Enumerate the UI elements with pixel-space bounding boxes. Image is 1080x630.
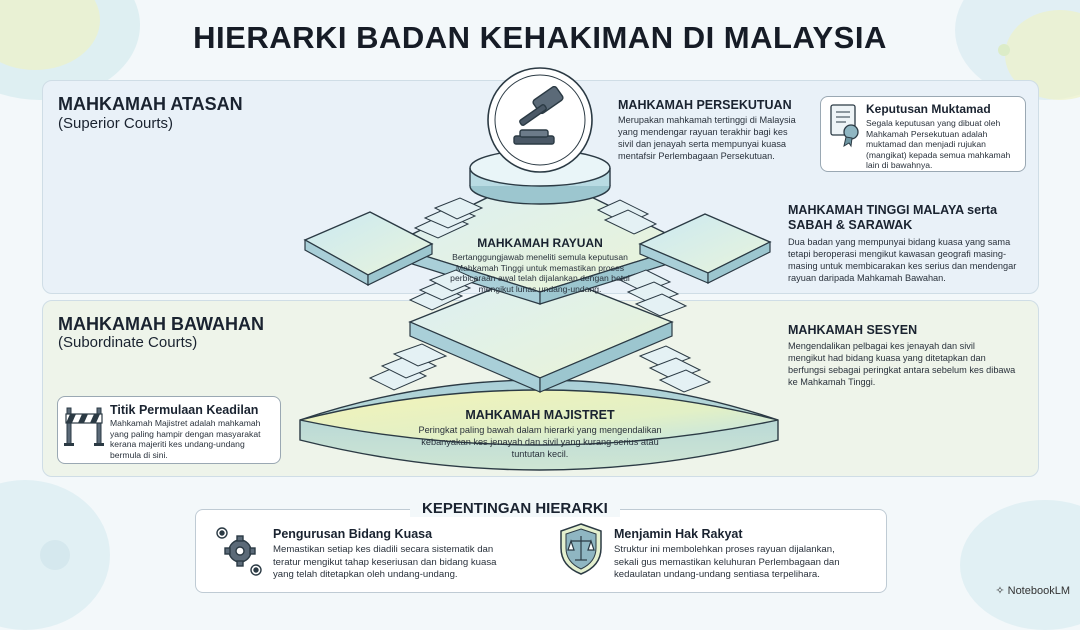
kepentingan-item1-text: Memastikan setiap kes diadili secara sistematik dan teratur mengikut tahap keseriusan dan bidang kuasa yang telah ditetapkan oleh undang-undang. bbox=[273, 544, 497, 580]
page-title: HIERARKI BADAN KEHAKIMAN DI MALAYSIA bbox=[193, 20, 887, 55]
majistret-text: Peringkat paling bawah dalam hierarki yang mengendalikan kebanyakan kes jenayah dan sivil yang kurang serius atau tuntutan kecil. bbox=[418, 425, 662, 459]
gears-icon bbox=[210, 523, 266, 579]
gavel-icon bbox=[500, 86, 580, 156]
muktamad-text: Segala keputusan yang dibuat oleh Mahkamah Persekutuan adalah muktamad dan menjadi rujukan (mangikat) kepada semua mahkamah lain di bawahnya. bbox=[866, 118, 1011, 170]
sesyen-text: Mengendalikan pelbagai kes jenayah dan sivil mengikut had bidang kuasa yang ditetapkan dan berfungsi sebagai peringkat antara sebelum kes dibawa ke Mahkamah Tinggi. bbox=[788, 341, 1016, 387]
superior-title: MAHKAMAH ATASAN bbox=[58, 94, 243, 114]
subordinate-subtitle: (Subordinate Courts) bbox=[58, 334, 198, 351]
barrier-icon bbox=[64, 404, 104, 448]
justice-shield-icon bbox=[558, 522, 604, 576]
titik-text: Mahkamah Majistret adalah mahkamah yang paling hampir dengan masyarakat kerana majeriti kes undang-undang bermula di sini. bbox=[110, 418, 261, 460]
tinggi-text: Dua badan yang mempunyai bidang kuasa yang sama tetapi beroperasi mengikut kawasan geografi masing- masing untuk membicarakan kes serius dan mendengar rayuan daripada Mahkamah Bawahan. bbox=[788, 237, 1017, 283]
tinggi-title: MAHKAMAH TINGGI MALAYA serta SABAH & SARAWAK bbox=[788, 203, 998, 232]
rayuan-title: MAHKAMAH RAYUAN bbox=[477, 236, 603, 250]
kepentingan-title: KEPENTINGAN HIERARKI bbox=[410, 500, 620, 517]
persekutuan-text: Merupakan mahkamah tertinggi di Malaysia yang mendengar rayuan terakhir bagi kes sivil dan jenayah serta mempunyai kuasa mentafsir Perlembagaan Persekutuan. bbox=[618, 115, 796, 161]
rayuan-text: Bertanggungjawab meneliti semula keputusan Mahkamah Tinggi untuk memastikan proses perbicaraan awal telah dijalankan dengan betul mengikut lunas undang-undang. bbox=[450, 252, 630, 294]
kepentingan-item2-title: Menjamin Hak Rakyat bbox=[614, 527, 743, 541]
persekutuan-title: MAHKAMAH PERSEKUTUAN bbox=[618, 98, 792, 112]
brand-label: NotebookLM bbox=[1007, 585, 1070, 597]
kepentingan-item2-text: Struktur ini membolehkan proses rayuan dijalankan, sekali gus memastikan keluhuran Perlembagaan dan kedaulatan undang-undang sentiasa terpelihara. bbox=[614, 544, 840, 580]
titik-title: Titik Permulaan Keadilan bbox=[110, 403, 259, 417]
kepentingan-item1-title: Pengurusan Bidang Kuasa bbox=[273, 527, 433, 541]
subordinate-title: MAHKAMAH BAWAHAN bbox=[58, 314, 264, 334]
brand-icon: ✧ bbox=[995, 585, 1005, 597]
notebooklm-brand bbox=[995, 584, 1070, 597]
muktamad-title: Keputusan Muktamad bbox=[866, 102, 991, 116]
superior-subtitle: (Superior Courts) bbox=[58, 115, 174, 132]
platform-tinggi-left bbox=[305, 212, 432, 285]
certificate-icon bbox=[828, 102, 864, 148]
sesyen-title: MAHKAMAH SESYEN bbox=[788, 323, 918, 337]
majistret-title: MAHKAMAH MAJISTRET bbox=[465, 408, 615, 422]
